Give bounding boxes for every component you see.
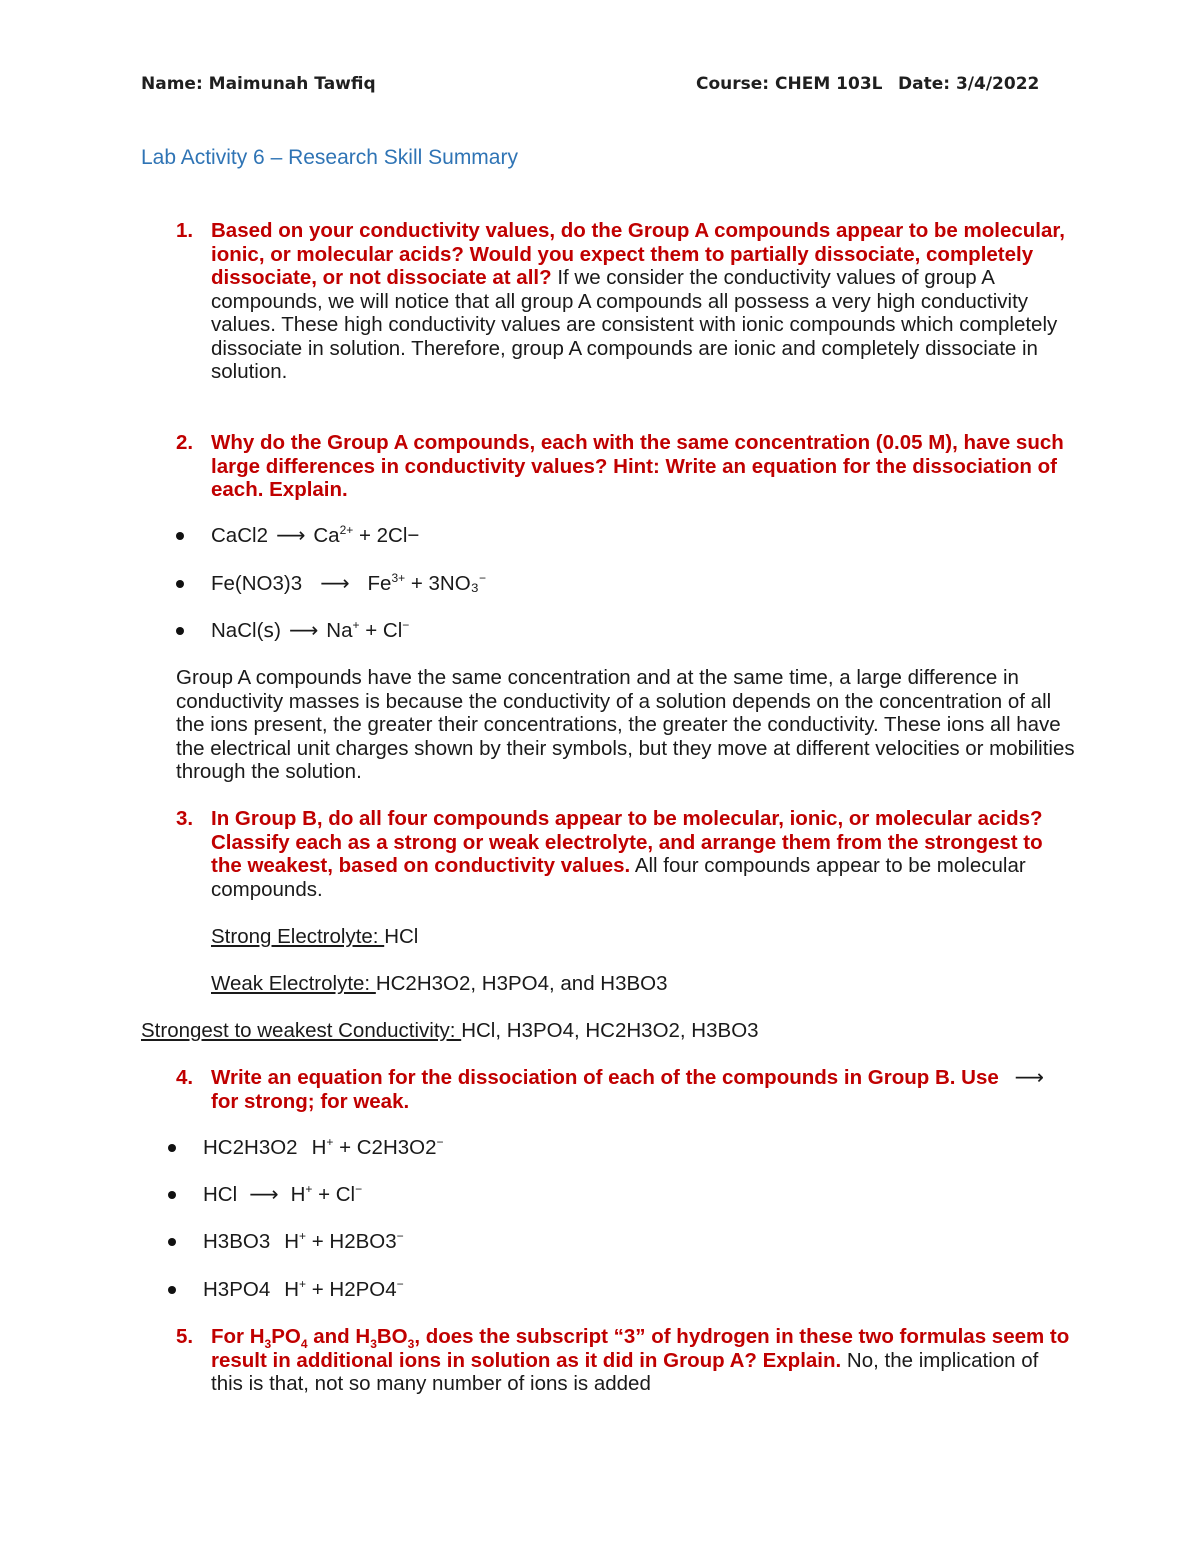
charge: − <box>396 1229 404 1244</box>
question-text-b: for strong; for weak. <box>211 1089 410 1113</box>
question-number: 5. <box>176 1325 194 1348</box>
reactant: HC2H3O2 <box>203 1136 298 1159</box>
bullet-icon <box>168 1238 176 1246</box>
arrow-icon: ⟶ <box>1014 1066 1044 1089</box>
reactant: HCl <box>203 1183 238 1206</box>
weak-electrolyte-value: HC2H3O2, H3PO4, and H3BO3 <box>375 972 668 995</box>
product-rest: + Cl <box>312 1183 356 1206</box>
product: H <box>284 1230 300 1253</box>
page-title: Lab Activity 6 – Research Skill Summary <box>141 146 518 169</box>
answer-text: No, the implication of this is that, not so many number of ions is added <box>211 1348 1039 1395</box>
subscript: 3 <box>264 1337 272 1352</box>
charge: + <box>352 618 360 633</box>
equation-feno33 <box>211 572 486 596</box>
conductivity-order-label: Strongest to weakest Conductivity: <box>141 1019 462 1042</box>
question-text: Why do the Group A compounds, each with the same concentration (0.05 M), have such large differences in conductivity values? Hint: Write an equation for the dissociation of each. Explain. <box>211 431 1064 501</box>
answer-text: If we consider the conductivity values of group A compounds, we will notice that all group A compounds all possess a very high conductivity values. These high conductivity values are consistent with ionic compounds which completely dissociate in solution. Therefore, group A compounds are ionic and completely dissociate in solution. <box>211 266 1058 383</box>
question-text: In Group B, do all four compounds appear to be molecular, ionic, or molecular acids? Classify each as a strong or weak electrolyte, and arrange them from the strongest to the weakest, based on conductivity values. <box>211 807 1043 877</box>
charge: − <box>402 618 410 633</box>
bullet-icon <box>168 1191 176 1199</box>
course-label: Course: CHEM 103L <box>696 74 883 94</box>
bullet-icon <box>176 580 184 588</box>
charge: − <box>355 1182 363 1197</box>
charge: − <box>479 571 487 586</box>
product-rest: + H2PO4 <box>306 1278 397 1301</box>
product: Ca <box>313 524 340 547</box>
equation-h3bo3 <box>203 1230 404 1254</box>
question-text: Based on your conductivity values, do the Group A compounds appear to be molecular, ionic, or molecular acids? Would you expect them to partially dissociate, completely dissociate, or not dissociate at all? <box>211 219 1065 289</box>
q-part: BO <box>376 1325 408 1348</box>
charge: + <box>299 1229 307 1244</box>
charge: + <box>305 1182 313 1197</box>
arrow-icon: ⟶ <box>249 1183 279 1206</box>
q-part: For H <box>211 1325 265 1348</box>
product: Na <box>326 619 353 642</box>
arrow-icon: ⟶ <box>320 572 350 595</box>
question-number: 3. <box>176 807 194 830</box>
subscript: 4 <box>300 1337 308 1352</box>
product: Fe <box>367 572 392 595</box>
product-rest: + H2BO3 <box>306 1230 397 1253</box>
product: H <box>284 1278 300 1301</box>
product-rest: + C2H3O2 <box>333 1136 437 1159</box>
subscript: 3 <box>370 1337 377 1352</box>
reactant: NaCl(ꜱ) <box>211 619 281 642</box>
question-number: 2. <box>176 431 194 454</box>
strong-electrolyte-label: Strong Electrolyte: <box>211 925 385 948</box>
date-label: Date: 3/4/2022 <box>898 74 1040 94</box>
bullet-icon <box>168 1286 176 1294</box>
equation-hc2h3o2 <box>203 1136 444 1160</box>
equation-nacl <box>211 619 409 643</box>
weak-electrolyte-label: Weak Electrolyte: <box>211 972 376 995</box>
question-number: 1. <box>176 219 194 242</box>
charge: − <box>436 1135 444 1150</box>
q-part: PO <box>271 1325 301 1348</box>
charge: 2+ <box>339 523 354 538</box>
charge: 3+ <box>391 571 406 586</box>
reactant: Fe(NO3)3 <box>211 572 303 595</box>
charge: − <box>396 1277 404 1292</box>
equation-h3po4 <box>203 1278 404 1302</box>
q-part: , does the subscript “3” of hydrogen in these two formulas seem to result in additional ions in solution as it did in Group A? Explain. <box>211 1325 1070 1372</box>
product-rest: + 2Cl− <box>353 524 420 547</box>
reactant: H3BO3 <box>203 1230 271 1253</box>
weak-electrolyte-line <box>211 972 668 996</box>
answer-text: All four compounds appear to be molecular compounds. <box>211 854 1026 901</box>
arrow-icon: ⟶ <box>288 619 319 642</box>
subscript: 3 <box>407 1337 415 1352</box>
bullet-icon <box>176 627 184 635</box>
product: H <box>311 1136 327 1159</box>
reactant: CaCl2 <box>211 524 268 547</box>
bullet-icon <box>168 1144 176 1152</box>
product-rest: + 3NO₃ <box>405 572 480 595</box>
conductivity-order-line <box>141 1019 759 1043</box>
bullet-icon <box>176 532 184 540</box>
product: H <box>290 1183 306 1206</box>
charge: + <box>299 1277 307 1292</box>
conductivity-order-value: HCl, H3PO4, HC2H3O2, H3BO3 <box>461 1019 759 1042</box>
q-part: and H <box>307 1325 371 1348</box>
equation-cacl2 <box>211 524 419 548</box>
strong-electrolyte-value: HCl <box>384 925 419 948</box>
question-number: 4. <box>176 1066 194 1089</box>
reactant: H3PO4 <box>203 1278 271 1301</box>
student-name: Name: Maimunah Tawfiq <box>141 74 376 94</box>
product-rest: + Cl <box>359 619 403 642</box>
charge: + <box>326 1135 334 1150</box>
arrow-icon: ⟶ <box>275 524 306 547</box>
question-text-a: Write an equation for the dissociation of each of the compounds in Group B. Use <box>211 1066 1005 1089</box>
equation-hcl <box>203 1183 362 1207</box>
strong-electrolyte-line <box>211 925 418 949</box>
group-a-explanation: Group A compounds have the same concentration and at the same time, a large difference in conductivity masses is because the conductivity of a solution depends on the concentration of all the ions present, the greater their concentrations, the greater the conductivity. These ions all have the electrical unit charges shown by their symbols, but they move at different velocities or mobilities through the solution. <box>176 666 1075 783</box>
